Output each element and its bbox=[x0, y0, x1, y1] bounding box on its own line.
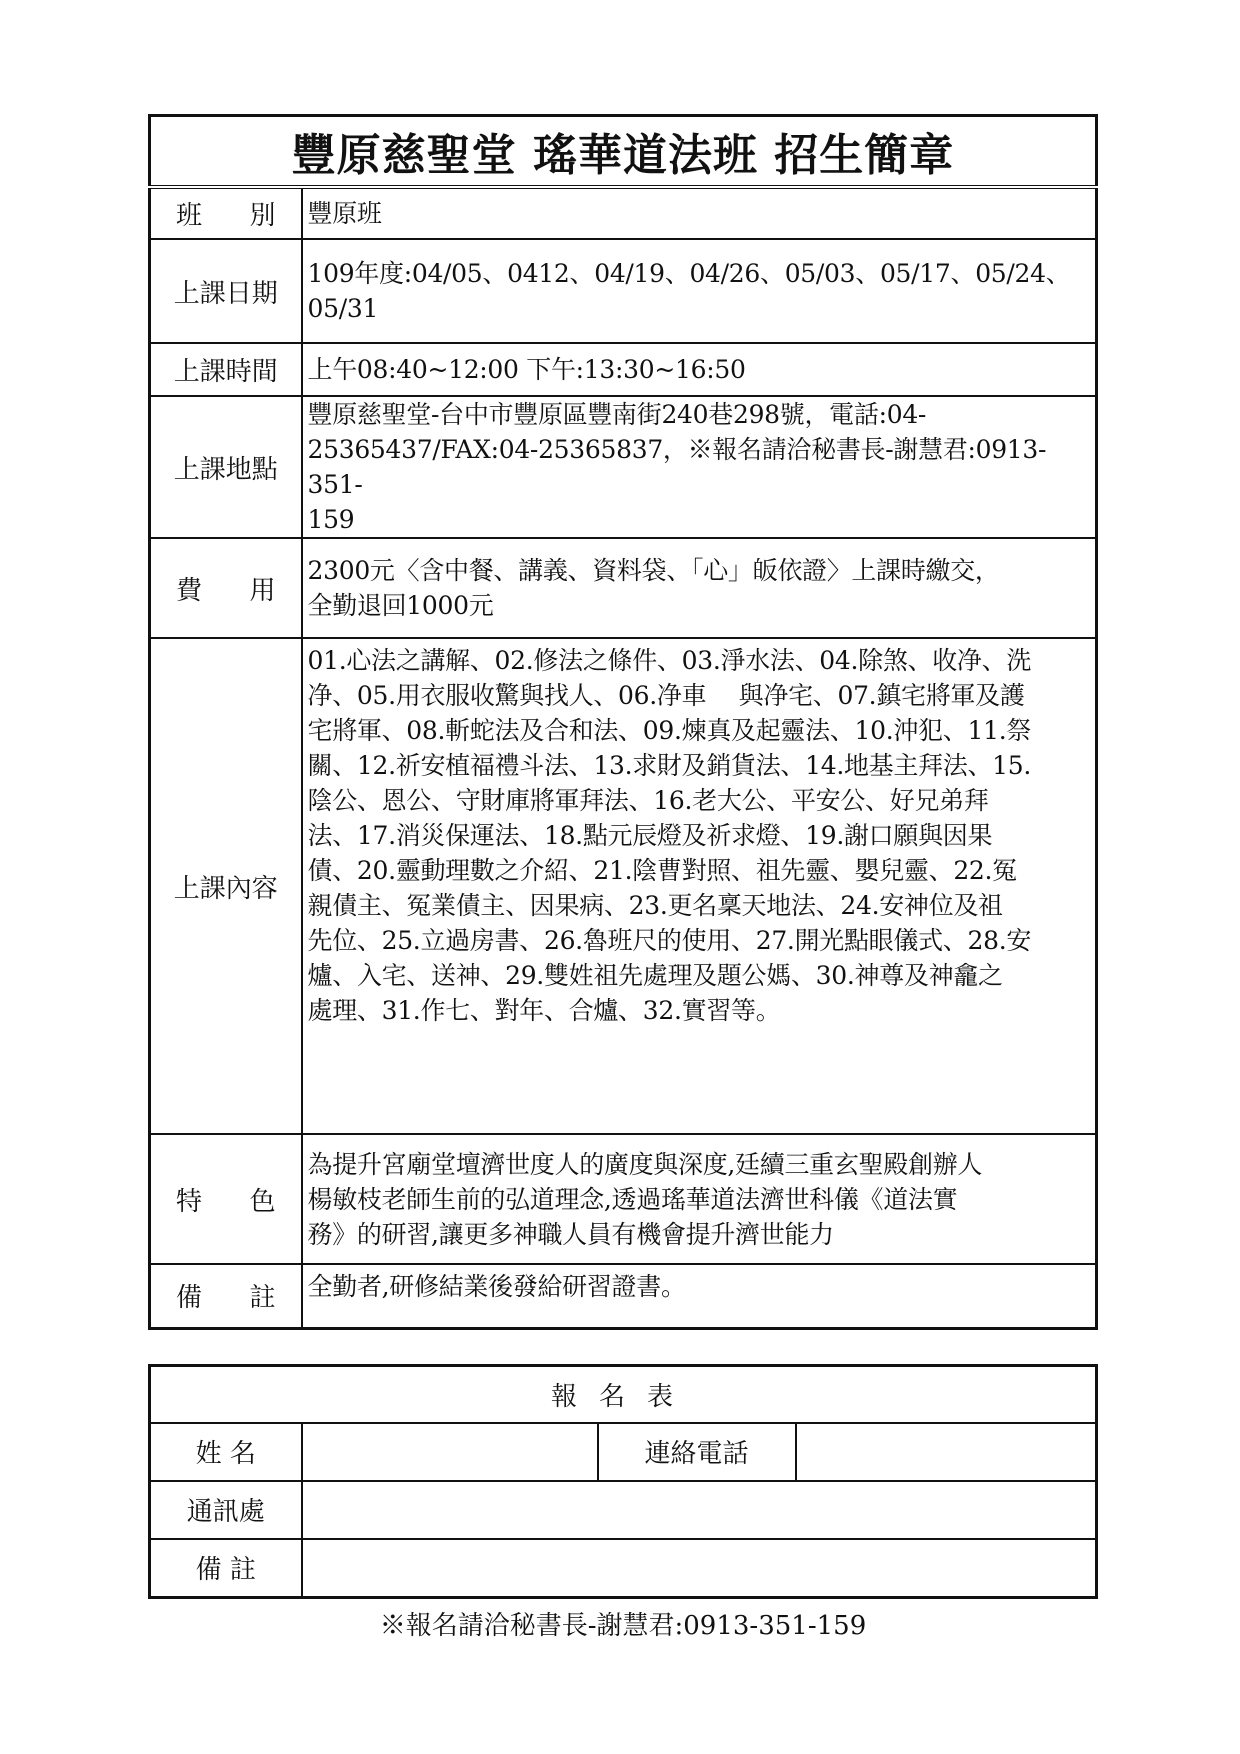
class-label bbox=[150, 187, 302, 239]
content-line: 處理、31.作七、對年、合爐、32.實習等。 bbox=[307, 996, 781, 1025]
contact-footer: ※報名請洽秘書長-謝慧君:0913-351-159 bbox=[379, 1610, 867, 1641]
content-line: 净、05.用衣服收驚與找人、06.净車 與净宅、07.鎮宅將軍及護 bbox=[307, 681, 1025, 710]
feature-line: 楊敏枝老師生前的弘道理念,透過瑤華道法濟世科儀《道法實 bbox=[307, 1184, 958, 1214]
time-label: 上課時間 bbox=[150, 343, 302, 396]
feature-line: 為提升宮廟堂壇濟世度人的廣度與深度,廷續三重玄聖殿創辦人 bbox=[307, 1149, 983, 1179]
content-line: 親債主、冤業債主、因果病、23.更名稟天地法、24.安神位及祖 bbox=[307, 891, 1003, 920]
note-label-char2: 註 bbox=[249, 1283, 276, 1314]
row-class bbox=[150, 187, 1097, 239]
name-field[interactable] bbox=[302, 1423, 598, 1481]
fee-label-char1: 費 bbox=[176, 575, 203, 606]
enrollment-table bbox=[148, 114, 1098, 1330]
remark-field[interactable] bbox=[302, 1539, 1097, 1598]
content-line: 陰公、恩公、守財庫將軍拜法、16.老大公、平安公、好兄弟拜 bbox=[307, 786, 989, 815]
fee-label bbox=[150, 538, 302, 638]
place-value bbox=[302, 396, 1097, 538]
dates-label: 上課日期 bbox=[150, 239, 302, 343]
fee-label-char2: 用 bbox=[249, 575, 276, 606]
remark-label: 備 註 bbox=[150, 1539, 302, 1598]
name-label: 姓 名 bbox=[150, 1423, 302, 1481]
place-line: 豐原慈聖堂-台中市豐原區豐南街240巷298號，電話:04- bbox=[307, 400, 927, 429]
class-label-char1: 班 bbox=[176, 201, 203, 231]
address-field[interactable] bbox=[302, 1481, 1097, 1539]
address-label: 通訊處 bbox=[150, 1481, 302, 1539]
row-time bbox=[150, 343, 1097, 396]
fee-line: 2300元〈含中餐、講義、資料袋、「心」皈依證〉上課時繳交， bbox=[307, 556, 1000, 585]
row-note bbox=[150, 1264, 1097, 1328]
row-place bbox=[150, 396, 1097, 538]
dates-value: 109年度:04/05、0412、04/19、04/26、05/03、05/17、05/24、05/31 bbox=[302, 239, 1097, 343]
content-line: 宅將軍、08.斬蛇法及合和法、09.煉真及起靈法、10.沖犯、11.祭 bbox=[307, 716, 1032, 745]
content-line: 債、20.靈動理數之介紹、21.陰曹對照、祖先靈、嬰兒靈、22.冤 bbox=[307, 856, 1017, 885]
feature-label-char2: 色 bbox=[249, 1186, 276, 1217]
content-line: 01.心法之講解、02.修法之條件、03.淨水法、04.除煞、收净、洗 bbox=[307, 646, 1032, 675]
feature-label bbox=[150, 1134, 302, 1264]
row-feature bbox=[150, 1134, 1097, 1264]
brochure-sheet bbox=[148, 114, 1098, 1642]
content-value bbox=[302, 638, 1097, 1134]
place-label: 上課地點 bbox=[150, 396, 302, 538]
class-label-char2: 別 bbox=[249, 201, 276, 231]
feature-value bbox=[302, 1134, 1097, 1264]
class-value: 豐原班 bbox=[302, 187, 1097, 239]
row-dates bbox=[150, 239, 1097, 343]
content-line: 法、17.消災保運法、18.點元辰燈及祈求燈、19.謝口願與因果 bbox=[307, 821, 993, 850]
note-label bbox=[150, 1264, 302, 1328]
place-line: 25365437/FAX:04-25365837，※報名請洽秘書長-謝慧君:0913-351- bbox=[307, 435, 1047, 499]
row-fee bbox=[150, 538, 1097, 638]
time-value: 上午08:40~12:00 下午:13:30~16:50 bbox=[302, 343, 1097, 396]
phone-field[interactable] bbox=[796, 1423, 1097, 1481]
page-title: 豐原慈聖堂 瑤華道法班 招生簡章 bbox=[150, 116, 1097, 188]
content-line: 關、12.祈安植福禮斗法、13.求財及銷貨法、14.地基主拜法、15. bbox=[307, 751, 1032, 780]
note-label-char1: 備 bbox=[176, 1283, 203, 1314]
place-line: 159 bbox=[307, 505, 355, 534]
row-content bbox=[150, 638, 1097, 1134]
fee-value bbox=[302, 538, 1097, 638]
content-line: 爐、入宅、送神、29.雙姓祖先處理及題公媽、30.神尊及神龕之 bbox=[307, 961, 1003, 990]
feature-label-char1: 特 bbox=[176, 1186, 203, 1217]
content-line: 先位、25.立過房書、26.魯班尺的使用、27.開光點眼儀式、28.安 bbox=[307, 926, 1032, 955]
phone-label: 連絡電話 bbox=[598, 1423, 796, 1481]
note-value: 全勤者,研修結業後發給研習證書。 bbox=[302, 1264, 1097, 1328]
registration-form bbox=[148, 1364, 1098, 1599]
registration-heading: 報名表 bbox=[150, 1365, 1097, 1423]
content-label: 上課內容 bbox=[150, 638, 302, 1134]
fee-line: 全勤退回1000元 bbox=[307, 591, 494, 620]
feature-line: 務》的研習,讓更多神職人員有機會提升濟世能力 bbox=[307, 1219, 834, 1249]
